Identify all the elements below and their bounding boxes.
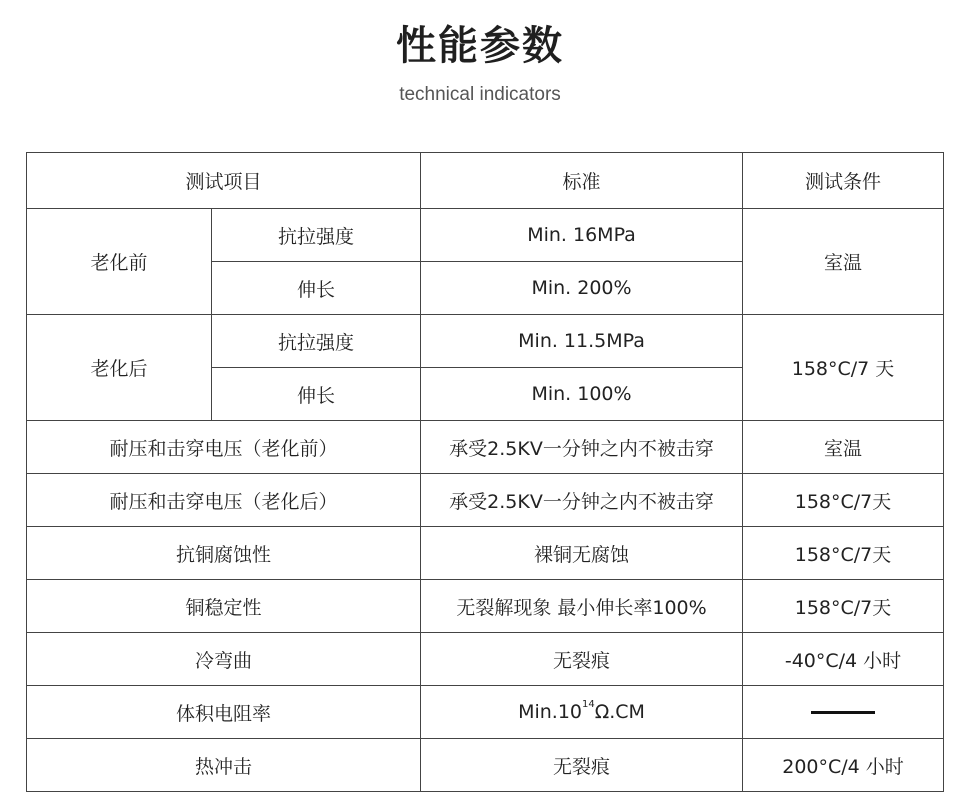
condition-cell: -40°C/4 小时 xyxy=(743,633,944,686)
table-row xyxy=(27,580,944,633)
header-standard: 标准 xyxy=(421,153,743,209)
condition-cell: 158°C/7天 xyxy=(743,527,944,580)
page-subtitle: technical indicators xyxy=(399,84,561,105)
standard-cell: 无裂痕 xyxy=(421,633,743,686)
condition-cell: 158°C/7天 xyxy=(743,580,944,633)
item-cell: 铜稳定性 xyxy=(27,580,421,633)
item-cell: 体积电阻率 xyxy=(27,686,421,739)
sub-item-elongation: 伸长 xyxy=(212,368,421,421)
dash-placeholder xyxy=(811,711,875,714)
sub-item-tensile: 抗拉强度 xyxy=(212,209,421,262)
resistivity-unit: Ω.CM xyxy=(594,701,645,723)
condition-cell xyxy=(743,686,944,739)
condition-cell: 158°C/7 天 xyxy=(743,315,944,421)
item-cell: 冷弯曲 xyxy=(27,633,421,686)
standard-cell: 裸铜无腐蚀 xyxy=(421,527,743,580)
item-cell: 抗铜腐蚀性 xyxy=(27,527,421,580)
condition-cell: 室温 xyxy=(743,421,944,474)
table-row xyxy=(27,209,944,262)
header-condition: 测试条件 xyxy=(743,153,944,209)
spec-table xyxy=(26,152,944,792)
table-row xyxy=(27,739,944,792)
standard-cell: 承受2.5KV一分钟之内不被击穿 xyxy=(421,474,743,527)
standard-cell: 承受2.5KV一分钟之内不被击穿 xyxy=(421,421,743,474)
sub-item-tensile: 抗拉强度 xyxy=(212,315,421,368)
table-row xyxy=(27,421,944,474)
standard-cell: 无裂解现象 最小伸长率100% xyxy=(421,580,743,633)
standard-cell xyxy=(421,686,743,739)
resistivity-exponent: 14 xyxy=(582,699,595,710)
condition-cell: 室温 xyxy=(743,209,944,315)
condition-cell: 158°C/7天 xyxy=(743,474,944,527)
item-cell: 耐压和击穿电压（老化前） xyxy=(27,421,421,474)
condition-cell: 200°C/4 小时 xyxy=(743,739,944,792)
header-test-item: 测试项目 xyxy=(27,153,421,209)
standard-cell: Min. 16MPa xyxy=(421,209,743,262)
standard-cell: Min. 200% xyxy=(421,262,743,315)
table-header-row xyxy=(27,153,944,209)
standard-cell: Min. 100% xyxy=(421,368,743,421)
item-cell: 热冲击 xyxy=(27,739,421,792)
resistivity-base: Min.10 xyxy=(518,701,582,723)
table-row xyxy=(27,686,944,739)
item-cell: 耐压和击穿电压（老化后） xyxy=(27,474,421,527)
table-row xyxy=(27,474,944,527)
page-title: 性能参数 xyxy=(396,23,564,69)
standard-cell: 无裂痕 xyxy=(421,739,743,792)
sub-item-elongation: 伸长 xyxy=(212,262,421,315)
table-row xyxy=(27,315,944,368)
group-after-aging: 老化后 xyxy=(27,315,212,421)
group-before-aging: 老化前 xyxy=(27,209,212,315)
standard-cell: Min. 11.5MPa xyxy=(421,315,743,368)
table-row xyxy=(27,527,944,580)
table-row xyxy=(27,633,944,686)
